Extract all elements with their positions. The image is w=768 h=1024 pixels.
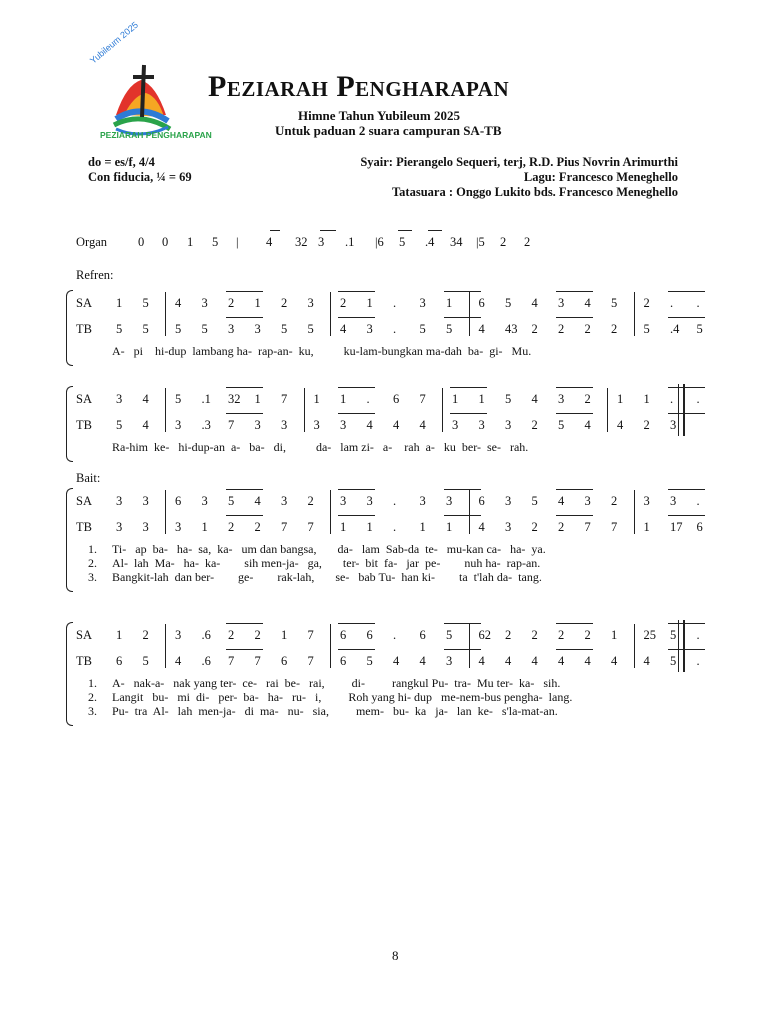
logo-text-top: Yubileum 2025: [88, 19, 141, 66]
tb-note: 3: [313, 418, 320, 432]
sa-note: 3: [307, 296, 314, 310]
tb-note: 1: [643, 520, 650, 534]
tb-note: 5: [696, 322, 703, 336]
sa-note: 4: [531, 296, 538, 310]
subtitle-choir: Untuk paduan 2 suara campuran SA-TB: [275, 123, 502, 138]
bar-line: [165, 490, 166, 534]
note-beam: [338, 515, 375, 516]
sa-note: 2: [307, 494, 314, 508]
sa-note: 3: [142, 494, 149, 508]
sa-note: 2: [254, 628, 261, 642]
tb-note: 2: [531, 418, 538, 432]
tb-note: .: [393, 520, 397, 534]
tb-note: 2: [531, 520, 538, 534]
organ-note: 5: [399, 235, 406, 249]
tb-note: 2: [558, 520, 565, 534]
tb-note: 6: [696, 520, 703, 534]
tb-note: 4: [419, 654, 426, 668]
sa-note: 2: [584, 628, 591, 642]
tb-note: 7: [307, 654, 314, 668]
tb-note: 5: [446, 322, 453, 336]
note-beam: [668, 291, 705, 292]
note-beam: [668, 413, 705, 414]
sa-note: 6: [419, 628, 426, 642]
system-brace: [66, 622, 73, 726]
note-beam: [556, 649, 593, 650]
tb-note: 3: [116, 520, 123, 534]
organ-beam: [270, 230, 280, 231]
sa-note: 4: [254, 494, 261, 508]
bar-line: [634, 624, 635, 668]
bar-line: [165, 624, 166, 668]
tb-note: 4: [478, 654, 485, 668]
sa-note: 4: [531, 392, 538, 406]
bar-line: [165, 388, 166, 432]
sa-note: 1: [340, 392, 347, 406]
tb-note: 2: [611, 322, 618, 336]
sa-note: 1: [617, 392, 624, 406]
tb-note: 4: [142, 418, 149, 432]
note-beam: [444, 623, 481, 624]
tb-note: 3: [366, 322, 373, 336]
sa-note: 3: [584, 494, 591, 508]
note-beam: [450, 387, 487, 388]
sa-note: 3: [201, 296, 208, 310]
sa-note: 1: [313, 392, 320, 406]
sa-note: 3: [558, 296, 565, 310]
sa-note: 5: [142, 296, 149, 310]
sa-note: 1: [643, 392, 650, 406]
sa-note: 6: [366, 628, 373, 642]
verse-number: 2.: [88, 690, 97, 704]
sa-note: 6: [478, 296, 485, 310]
note-beam: [338, 413, 375, 414]
bar-line: [330, 624, 331, 668]
system-brace: [66, 290, 73, 366]
system-brace: [66, 386, 73, 462]
organ-note: 5: [212, 235, 219, 249]
sa-note: 6: [393, 392, 400, 406]
tb-note: 7: [584, 520, 591, 534]
system-brace: [66, 488, 73, 592]
bar-line: [165, 292, 166, 336]
organ-note: |: [236, 235, 239, 249]
tb-note: 1: [446, 520, 453, 534]
tb-note: 3: [505, 520, 512, 534]
page-number: 8: [392, 948, 399, 963]
note-beam: [226, 387, 263, 388]
verse-number: 3.: [88, 704, 97, 718]
note-beam: [226, 317, 263, 318]
organ-note: 3: [318, 235, 325, 249]
note-beam: [668, 623, 705, 624]
sa-note: 1: [254, 296, 261, 310]
sa-note: 2: [228, 628, 235, 642]
note-beam: [338, 317, 375, 318]
sa-note: 5: [505, 392, 512, 406]
sa-note: 3: [281, 494, 288, 508]
subtitle-hymn: Himne Tahun Yubileum 2025: [298, 108, 460, 123]
sa-note: 5: [446, 628, 453, 642]
note-beam: [668, 489, 705, 490]
lyric-line: A- nak-a- nak yang ter- ce- rai be- rai, di- rangkul Pu- tra- Mu ter- ka- sih.: [112, 676, 561, 690]
tb-note: 2: [643, 418, 650, 432]
sa-note: 2: [505, 628, 512, 642]
tb-note: 5: [116, 322, 123, 336]
tb-note: 3: [142, 520, 149, 534]
jubilee-logo: [86, 55, 196, 155]
sa-note: 25: [643, 628, 656, 642]
sa-voice-label: SA: [76, 296, 92, 310]
sa-note: 1: [281, 628, 288, 642]
tb-note: 2: [531, 322, 538, 336]
sa-note: .: [393, 628, 397, 642]
sa-voice-label: SA: [76, 628, 92, 642]
sa-note: 2: [142, 628, 149, 642]
tb-note: 5: [419, 322, 426, 336]
tb-note: 4: [419, 418, 426, 432]
tb-note: 5: [142, 322, 149, 336]
lyric-credit: Syair: Pierangelo Sequeri, terj, R.D. Pius Novrin Arimurthi: [360, 155, 678, 169]
organ-beam: [428, 230, 442, 231]
organ-beam: [398, 230, 412, 231]
sa-note: 2: [228, 296, 235, 310]
arrangement-credit: Tatasuara : Onggo Lukito bds. Francesco Meneghello: [391, 185, 678, 199]
note-beam: [444, 515, 481, 516]
note-beam: [556, 413, 593, 414]
organ-note: 0: [138, 235, 145, 249]
logo-text-bottom: PEZIARAH PENGHARAPAN: [100, 130, 212, 140]
note-beam: [556, 387, 593, 388]
lyric-line: Al- lah Ma- ha- ka- sih men-ja- ga, ter- bit fa- jar pe- nuh ha- rap-an.: [112, 556, 541, 570]
organ-note: 0: [162, 235, 169, 249]
organ-note: 2: [500, 235, 507, 249]
note-beam: [444, 649, 481, 650]
verse-number: 1.: [88, 676, 97, 690]
organ-note: |6: [375, 235, 384, 249]
tb-note: 5: [142, 654, 149, 668]
tb-note: 7: [254, 654, 261, 668]
tb-note: 3: [281, 418, 288, 432]
key-signature: do = es/f, 4/4: [88, 155, 155, 169]
lyric-line: Langit bu- mi di- per- ba- ha- ru- i, Roh yang hi- dup me-nem-bus pengha- lang.: [112, 690, 573, 704]
tb-note: 4: [175, 654, 182, 668]
sa-note: 3: [116, 494, 123, 508]
tb-note: 3: [340, 418, 347, 432]
note-beam: [668, 387, 705, 388]
sa-note: 3: [505, 494, 512, 508]
tb-note: 3: [505, 418, 512, 432]
sa-note: 3: [175, 628, 182, 642]
note-beam: [226, 413, 263, 414]
tb-note: .3: [201, 418, 211, 432]
sa-note: 1: [254, 392, 261, 406]
note-beam: [226, 649, 263, 650]
sa-note: 6: [340, 628, 347, 642]
sa-note: 1: [116, 628, 123, 642]
tb-note: 7: [281, 520, 288, 534]
sa-note: 3: [643, 494, 650, 508]
note-beam: [226, 489, 263, 490]
sa-note: .: [393, 296, 397, 310]
bar-line: [634, 490, 635, 534]
note-beam: [338, 489, 375, 490]
final-barline: [678, 384, 685, 436]
sa-note: 3: [366, 494, 373, 508]
lyric-line: Bangkit-lah dan ber- ge- rak-lah, se- bab Tu- han ki- ta t'lah da- tang.: [112, 570, 542, 584]
lyric-line: Ti- ap ba- ha- sa, ka- um dan bangsa, da- lam Sab-da te- mu-kan ca- ha- ya.: [112, 542, 546, 556]
tb-voice-label: TB: [76, 520, 92, 534]
sa-note: 2: [531, 628, 538, 642]
tb-note: 4: [617, 418, 624, 432]
organ-note: 1: [187, 235, 194, 249]
tb-note: 3: [254, 322, 261, 336]
sa-note: 5: [175, 392, 182, 406]
tb-note: 2: [228, 520, 235, 534]
note-beam: [338, 291, 375, 292]
verse-number: 1.: [88, 542, 97, 556]
tb-note: 1: [419, 520, 426, 534]
tb-note: 6: [281, 654, 288, 668]
note-beam: [444, 291, 481, 292]
note-beam: [668, 317, 705, 318]
tb-note: 7: [228, 654, 235, 668]
organ-note: .4: [425, 235, 435, 249]
tb-note: .4: [670, 322, 680, 336]
note-beam: [338, 649, 375, 650]
verse-number: 2.: [88, 556, 97, 570]
bar-line: [634, 292, 635, 336]
sa-note: 3: [558, 392, 565, 406]
tb-note: 7: [228, 418, 235, 432]
note-beam: [226, 515, 263, 516]
tb-note: 4: [393, 654, 400, 668]
tb-note: 1: [366, 520, 373, 534]
organ-note: 4: [266, 235, 273, 249]
tb-note: 7: [307, 520, 314, 534]
tb-note: 5: [175, 322, 182, 336]
tb-note: 6: [340, 654, 347, 668]
lyric-line: A- pi hi-dup lambang ha- rap-an- ku, ku-lam-bungkan ma-dah ba- gi- Mu.: [112, 344, 532, 358]
bar-line: [607, 388, 608, 432]
note-beam: [226, 291, 263, 292]
tb-note: 5: [558, 418, 565, 432]
tb-voice-label: TB: [76, 322, 92, 336]
tb-note: 4: [478, 322, 485, 336]
sa-note: 1: [366, 296, 373, 310]
sa-note: 3: [201, 494, 208, 508]
tb-note: 5: [643, 322, 650, 336]
sa-note: 3: [670, 494, 677, 508]
organ-label: Organ: [76, 235, 108, 249]
note-beam: [444, 489, 481, 490]
tb-note: .: [696, 654, 700, 668]
note-beam: [556, 515, 593, 516]
tb-note: 1: [201, 520, 208, 534]
tb-note: 4: [393, 418, 400, 432]
sa-note: .: [393, 494, 397, 508]
sa-note: 3: [419, 296, 426, 310]
note-beam: [668, 649, 705, 650]
organ-note: 2: [524, 235, 531, 249]
sa-note: .: [696, 628, 700, 642]
note-beam: [338, 387, 375, 388]
tb-note: 4: [558, 654, 565, 668]
bar-line: [442, 388, 443, 432]
bar-line: [469, 624, 470, 668]
organ-note: 32: [295, 235, 308, 249]
tb-note: 2: [558, 322, 565, 336]
tb-voice-label: TB: [76, 654, 92, 668]
bar-line: [469, 490, 470, 534]
tb-note: 4: [366, 418, 373, 432]
refrain-label: Refren:: [76, 268, 114, 282]
tb-note: 4: [505, 654, 512, 668]
sa-note: 6: [175, 494, 182, 508]
sa-note: 3: [340, 494, 347, 508]
final-barline: [678, 620, 685, 672]
tb-note: 4: [584, 654, 591, 668]
note-beam: [556, 489, 593, 490]
tempo-marking: Con fiducia, ¼ = 69: [88, 170, 192, 184]
tb-note: 3: [670, 418, 677, 432]
tb-note: 6: [116, 654, 123, 668]
tb-note: 5: [670, 654, 677, 668]
tb-note: 5: [116, 418, 123, 432]
sa-note: .: [696, 494, 700, 508]
sa-note: 1: [452, 392, 459, 406]
sa-note: .6: [201, 628, 211, 642]
sa-note: 2: [558, 628, 565, 642]
tb-note: 2: [584, 322, 591, 336]
sa-note: 5: [505, 296, 512, 310]
sa-note: 2: [611, 494, 618, 508]
bar-line: [304, 388, 305, 432]
sa-note: 3: [446, 494, 453, 508]
sa-note: 2: [643, 296, 650, 310]
tb-note: 3: [446, 654, 453, 668]
sa-note: 32: [228, 392, 241, 406]
tb-note: 3: [228, 322, 235, 336]
tb-note: 2: [254, 520, 261, 534]
sa-note: 7: [281, 392, 288, 406]
tb-note: 3: [452, 418, 459, 432]
sa-note: 2: [281, 296, 288, 310]
tb-note: 3: [478, 418, 485, 432]
verse-label: Bait:: [76, 471, 101, 485]
sa-note: 4: [584, 296, 591, 310]
sa-note: 1: [116, 296, 123, 310]
tb-note: 4: [531, 654, 538, 668]
sa-note: .: [696, 296, 700, 310]
sa-note: 4: [142, 392, 149, 406]
note-beam: [668, 515, 705, 516]
bar-line: [469, 292, 470, 336]
bar-line: [330, 490, 331, 534]
tb-note: 4: [478, 520, 485, 534]
sa-note: 7: [419, 392, 426, 406]
sa-note: .: [696, 392, 700, 406]
tb-note: 3: [254, 418, 261, 432]
tb-note: 3: [175, 520, 182, 534]
sa-note: 5: [611, 296, 618, 310]
tb-note: 4: [611, 654, 618, 668]
tb-note: 1: [340, 520, 347, 534]
sa-voice-label: SA: [76, 392, 92, 406]
sa-note: 4: [175, 296, 182, 310]
music-credit: Lagu: Francesco Meneghello: [523, 170, 678, 184]
tb-note: 3: [175, 418, 182, 432]
sa-note: 3: [116, 392, 123, 406]
sa-note: 62: [478, 628, 491, 642]
tb-note: 5: [366, 654, 373, 668]
note-beam: [226, 623, 263, 624]
tb-note: 7: [611, 520, 618, 534]
tb-note: 17: [670, 520, 683, 534]
note-beam: [556, 623, 593, 624]
sa-note: 1: [446, 296, 453, 310]
note-beam: [450, 413, 487, 414]
note-beam: [338, 623, 375, 624]
sa-note: 5: [531, 494, 538, 508]
tb-note: 4: [340, 322, 347, 336]
organ-note: 34: [450, 235, 463, 249]
sa-note: .: [670, 296, 674, 310]
bar-line: [330, 292, 331, 336]
lyric-line: Ra-him ke- hi-dup-an a- ba- di, da- lam zi- a- rah a- ku ber- se- rah.: [112, 440, 529, 454]
sa-note: 5: [670, 628, 677, 642]
tb-note: 5: [307, 322, 314, 336]
tb-voice-label: TB: [76, 418, 92, 432]
sa-note: 5: [228, 494, 235, 508]
tb-note: 5: [201, 322, 208, 336]
tb-note: 4: [584, 418, 591, 432]
sa-note: 3: [419, 494, 426, 508]
sa-note: 4: [558, 494, 565, 508]
sa-note: 2: [340, 296, 347, 310]
page-title: Peziarah Pengharapan: [208, 70, 510, 103]
tb-note: .6: [201, 654, 211, 668]
note-beam: [444, 317, 481, 318]
sa-note: 6: [478, 494, 485, 508]
sa-note: 1: [478, 392, 485, 406]
tb-note: 5: [281, 322, 288, 336]
verse-number: 3.: [88, 570, 97, 584]
lyric-line: Pu- tra Al- lah men-ja- di ma- nu- sia, mem- bu- ka ja- lan ke- s'la-mat-an.: [112, 704, 558, 718]
sa-voice-label: SA: [76, 494, 92, 508]
tb-note: .: [393, 322, 397, 336]
note-beam: [556, 291, 593, 292]
organ-note: |5: [476, 235, 485, 249]
organ-beam: [320, 230, 336, 231]
sa-note: 2: [584, 392, 591, 406]
sa-note: .: [366, 392, 370, 406]
tb-note: 43: [505, 322, 518, 336]
tb-note: 4: [643, 654, 650, 668]
sa-note: 1: [611, 628, 618, 642]
sa-note: 7: [307, 628, 314, 642]
sa-note: .: [670, 392, 674, 406]
sa-note: .1: [201, 392, 211, 406]
note-beam: [556, 317, 593, 318]
organ-note: .1: [345, 235, 355, 249]
